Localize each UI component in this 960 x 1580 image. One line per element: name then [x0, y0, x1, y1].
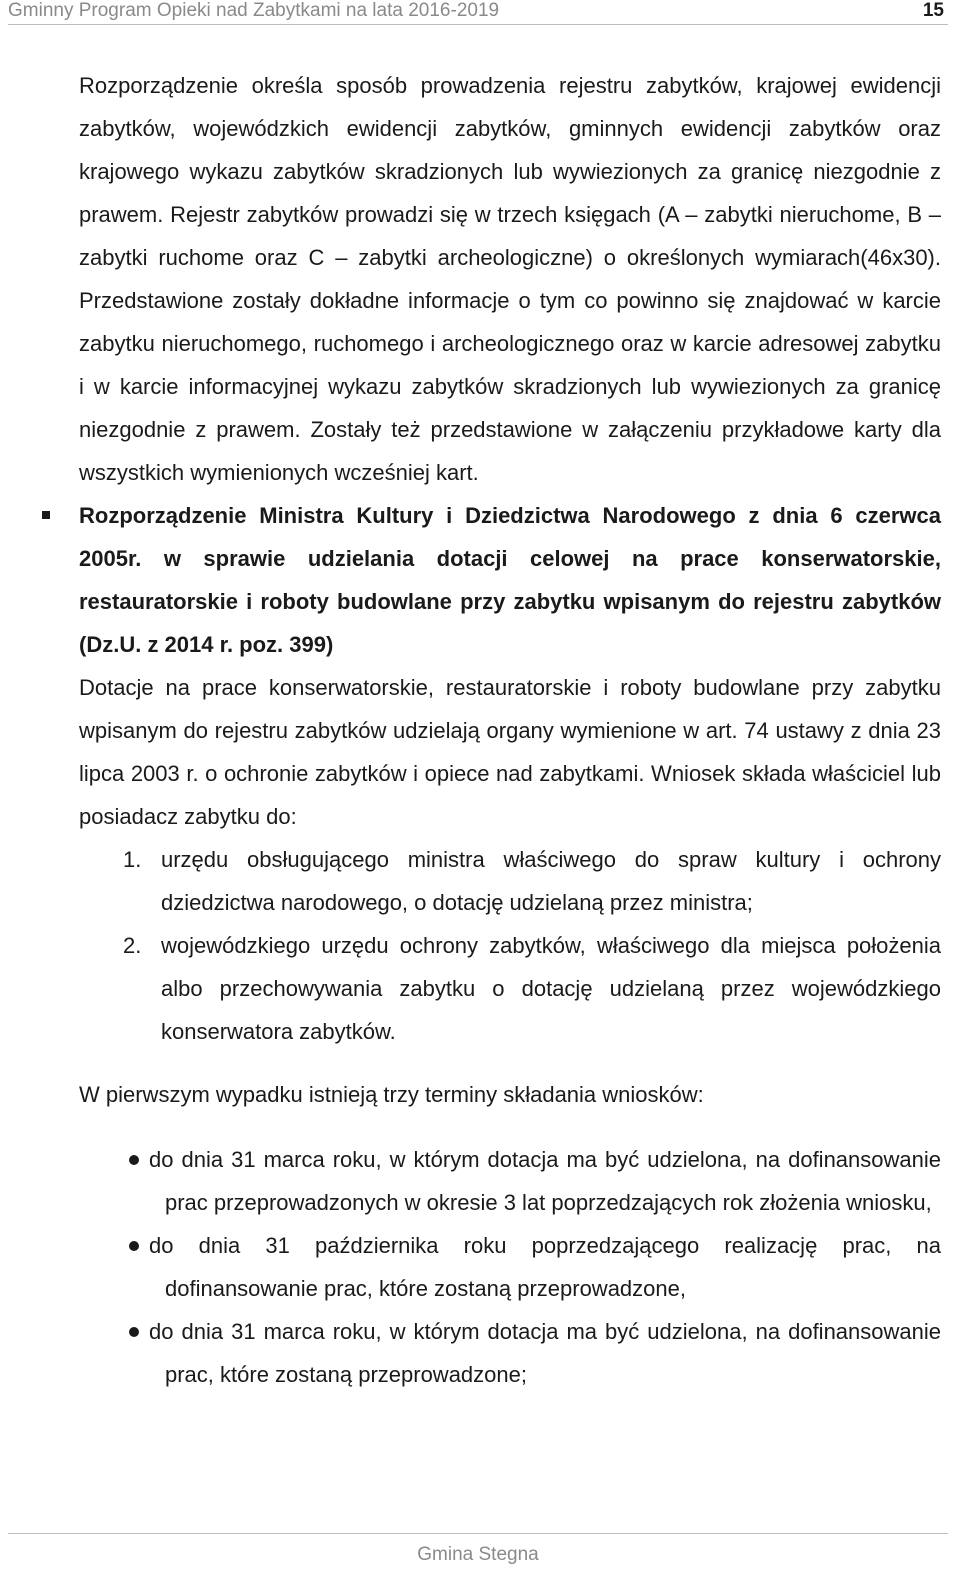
list-item — [79, 1138, 941, 1224]
paragraph-grants: Dotacje na prace konserwatorskie, restauratorskie i roboty budowlane przy zabytku wpisanym do rejestru zabytków udzielają organy wymienione w art. 74 ustawy z dnia 23 lipca 2003 r. o ochronie zabytków i opiece nad zabytkami. Wniosek składa właściciel lub posiadacz zabytku do: — [79, 675, 941, 829]
square-bullet-icon — [42, 511, 50, 519]
regulation-heading — [79, 494, 941, 666]
page-content — [79, 64, 941, 1396]
bullet-dot-icon — [129, 1241, 139, 1251]
footer-text: Gmina Stegna — [417, 1544, 539, 1565]
document-title: Gminny Program Opieki nad Zabytkami na lata 2016-2019 — [8, 0, 500, 21]
list-item-text: urzędu obsługującego ministra właściwego do spraw kultury i ochrony dziedzictwa narodowego, o dotację udzielaną przez ministra; — [161, 847, 941, 915]
page-footer — [8, 1533, 948, 1566]
list-item-text: do dnia 31 marca roku, w którym dotacja ma być udzielona, na dofinansowanie prac przeprowadzonych w okresie 3 lat poprzedzających rok złożenia wniosku, — [149, 1147, 941, 1215]
list-item — [79, 838, 941, 924]
page-header — [8, 0, 948, 25]
regulation-heading-text: Rozporządzenie Ministra Kultury i Dziedzictwa Narodowego z dnia 6 czerwca 2005r. w sprawie udzielania dotacji celowej na prace konserwatorskie, restauratorskie i roboty budowlane przy zabytku wpisanym do rejestru zabytków (Dz.U. z 2014 r. poz. 399) — [79, 503, 941, 657]
list-item — [79, 924, 941, 1053]
paragraph-regulation-description: Rozporządzenie określa sposób prowadzenia rejestru zabytków, krajowej ewidencji zabytków, wojewódzkich ewidencji zabytków, gminnych ewidencji zabytków oraz krajowego wykazu zabytków skradzionych lub wywiezionych za granicę niezgodnie z prawem. Rejestr zabytków prowadzi się w trzech księgach (A – zabytki nieruchome, B – zabytki ruchome oraz C – zabytki archeologiczne) o określonych wymiarach(46x30). Przedstawione zostały dokładne informacje o tym co powinno się znajdować w karcie zabytku nieruchomego, ruchomego i archeologicznego oraz w karcie adresowej zabytku i w karcie informacyjnej wykazu zabytków skradzionych lub wywiezionych za granicę niezgodnie z prawem. Zostały też przedstawione w załączeniu przykładowe karty dla wszystkich wymienionych wcześniej kart. — [79, 73, 941, 485]
bullet-dot-icon — [129, 1155, 139, 1165]
list-number: 2. — [123, 933, 142, 958]
paragraph-deadlines-intro: W pierwszym wypadku istnieją trzy terminy składania wniosków: — [79, 1082, 704, 1107]
page-number: 15 — [922, 0, 944, 21]
bullet-dot-icon — [129, 1327, 139, 1337]
numbered-list — [79, 838, 941, 1053]
list-item-text: do dnia 31 marca roku, w którym dotacja ma być udzielona, na dofinansowanie prac, które zostaną przeprowadzone; — [149, 1319, 941, 1387]
list-number: 1. — [123, 847, 142, 872]
list-item-text: do dnia 31 października roku poprzedzającego realizację prac, na dofinansowanie prac, które zostaną przeprowadzone, — [149, 1233, 941, 1301]
list-item-text: wojewódzkiego urzędu ochrony zabytków, właściwego dla miejsca położenia albo przechowywania zabytku o dotację udzielaną przez wojewódzkiego konserwatora zabytków. — [161, 933, 941, 1044]
list-item — [79, 1310, 941, 1396]
list-item — [79, 1224, 941, 1310]
bullet-list — [79, 1138, 941, 1396]
